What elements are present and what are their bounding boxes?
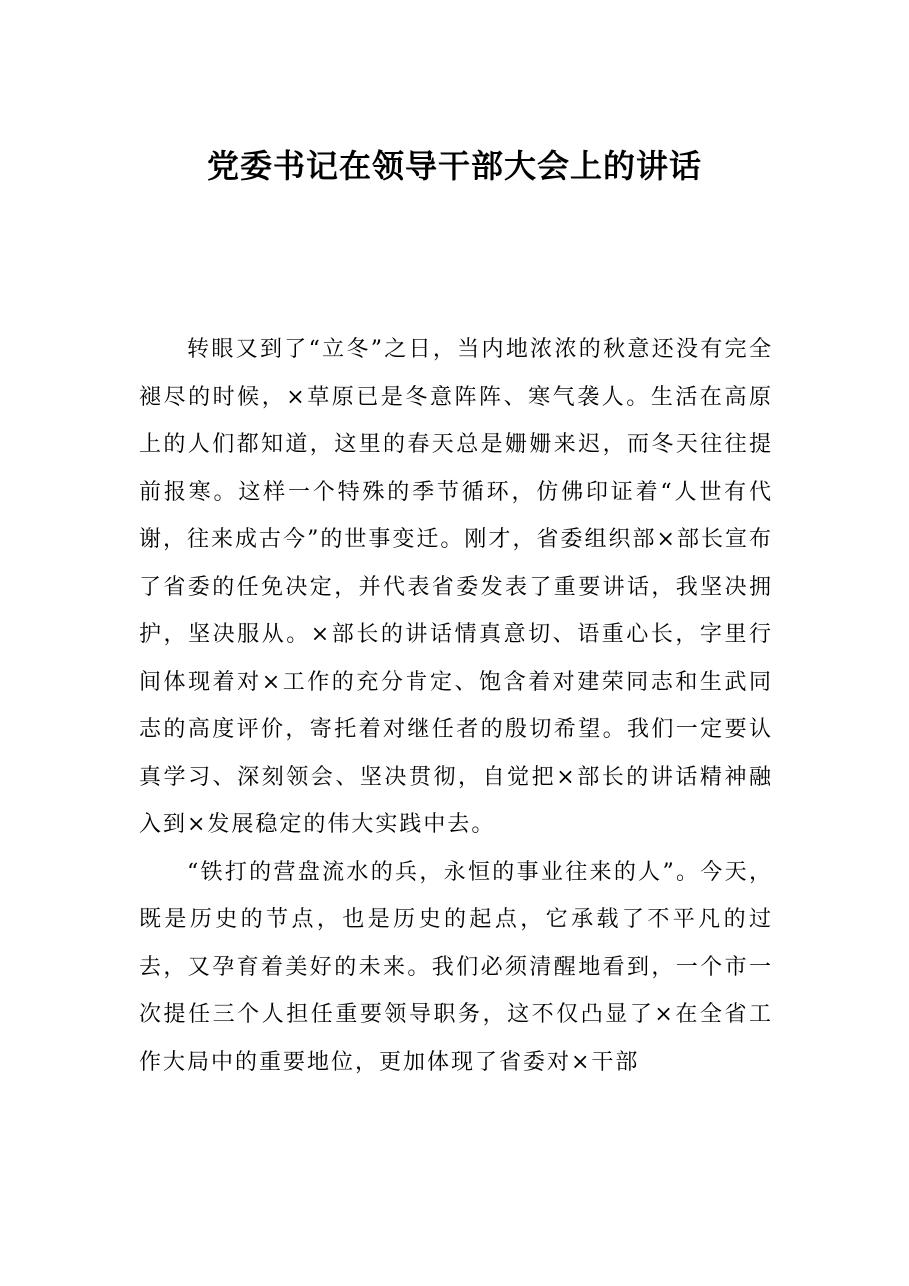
paragraph-2: “铁打的营盘流水的兵，永恒的事业往来的人”。今天，既是历史的节点，也是历史的起点，它承载了不平凡的过去，又孕育着美好的未来。我们必须清醒地看到，一个市一次提任三个人担任重要领导职务，这不仅凸显了×在全省工作大局中的重要地位，更加体现了省委对×干部 <box>139 859 773 1075</box>
paragraph-1: 转眼又到了“立冬”之日，当内地浓浓的秋意还没有完全褪尽的时候，×草原已是冬意阵阵、寒气袭人。生活在高原上的人们都知道，这里的春天总是姗姗来迟，而冬天往往提前报寒。这样一个特殊的季节循环，仿佛印证着“人世有代谢，往来成古今”的世事变迁。刚才，省委组织部×部长宣布了省委的任免决定，并代表省委发表了重要讲话，我坚决拥护，坚决服从。×部长的讲话情真意切、语重心长，字里行间体现着对×工作的充分肯定、饱含着对建荣同志和生武同志的高度评价，寄托着对继任者的殷切希望。我们一定要认真学习、深刻领会、坚决贯彻，自觉把×部长的讲话精神融入到×发展稳定的伟大实践中去。 <box>139 337 773 837</box>
document-title: 党委书记在领导干部大会上的讲话 <box>206 147 702 185</box>
document-body <box>139 326 773 1086</box>
